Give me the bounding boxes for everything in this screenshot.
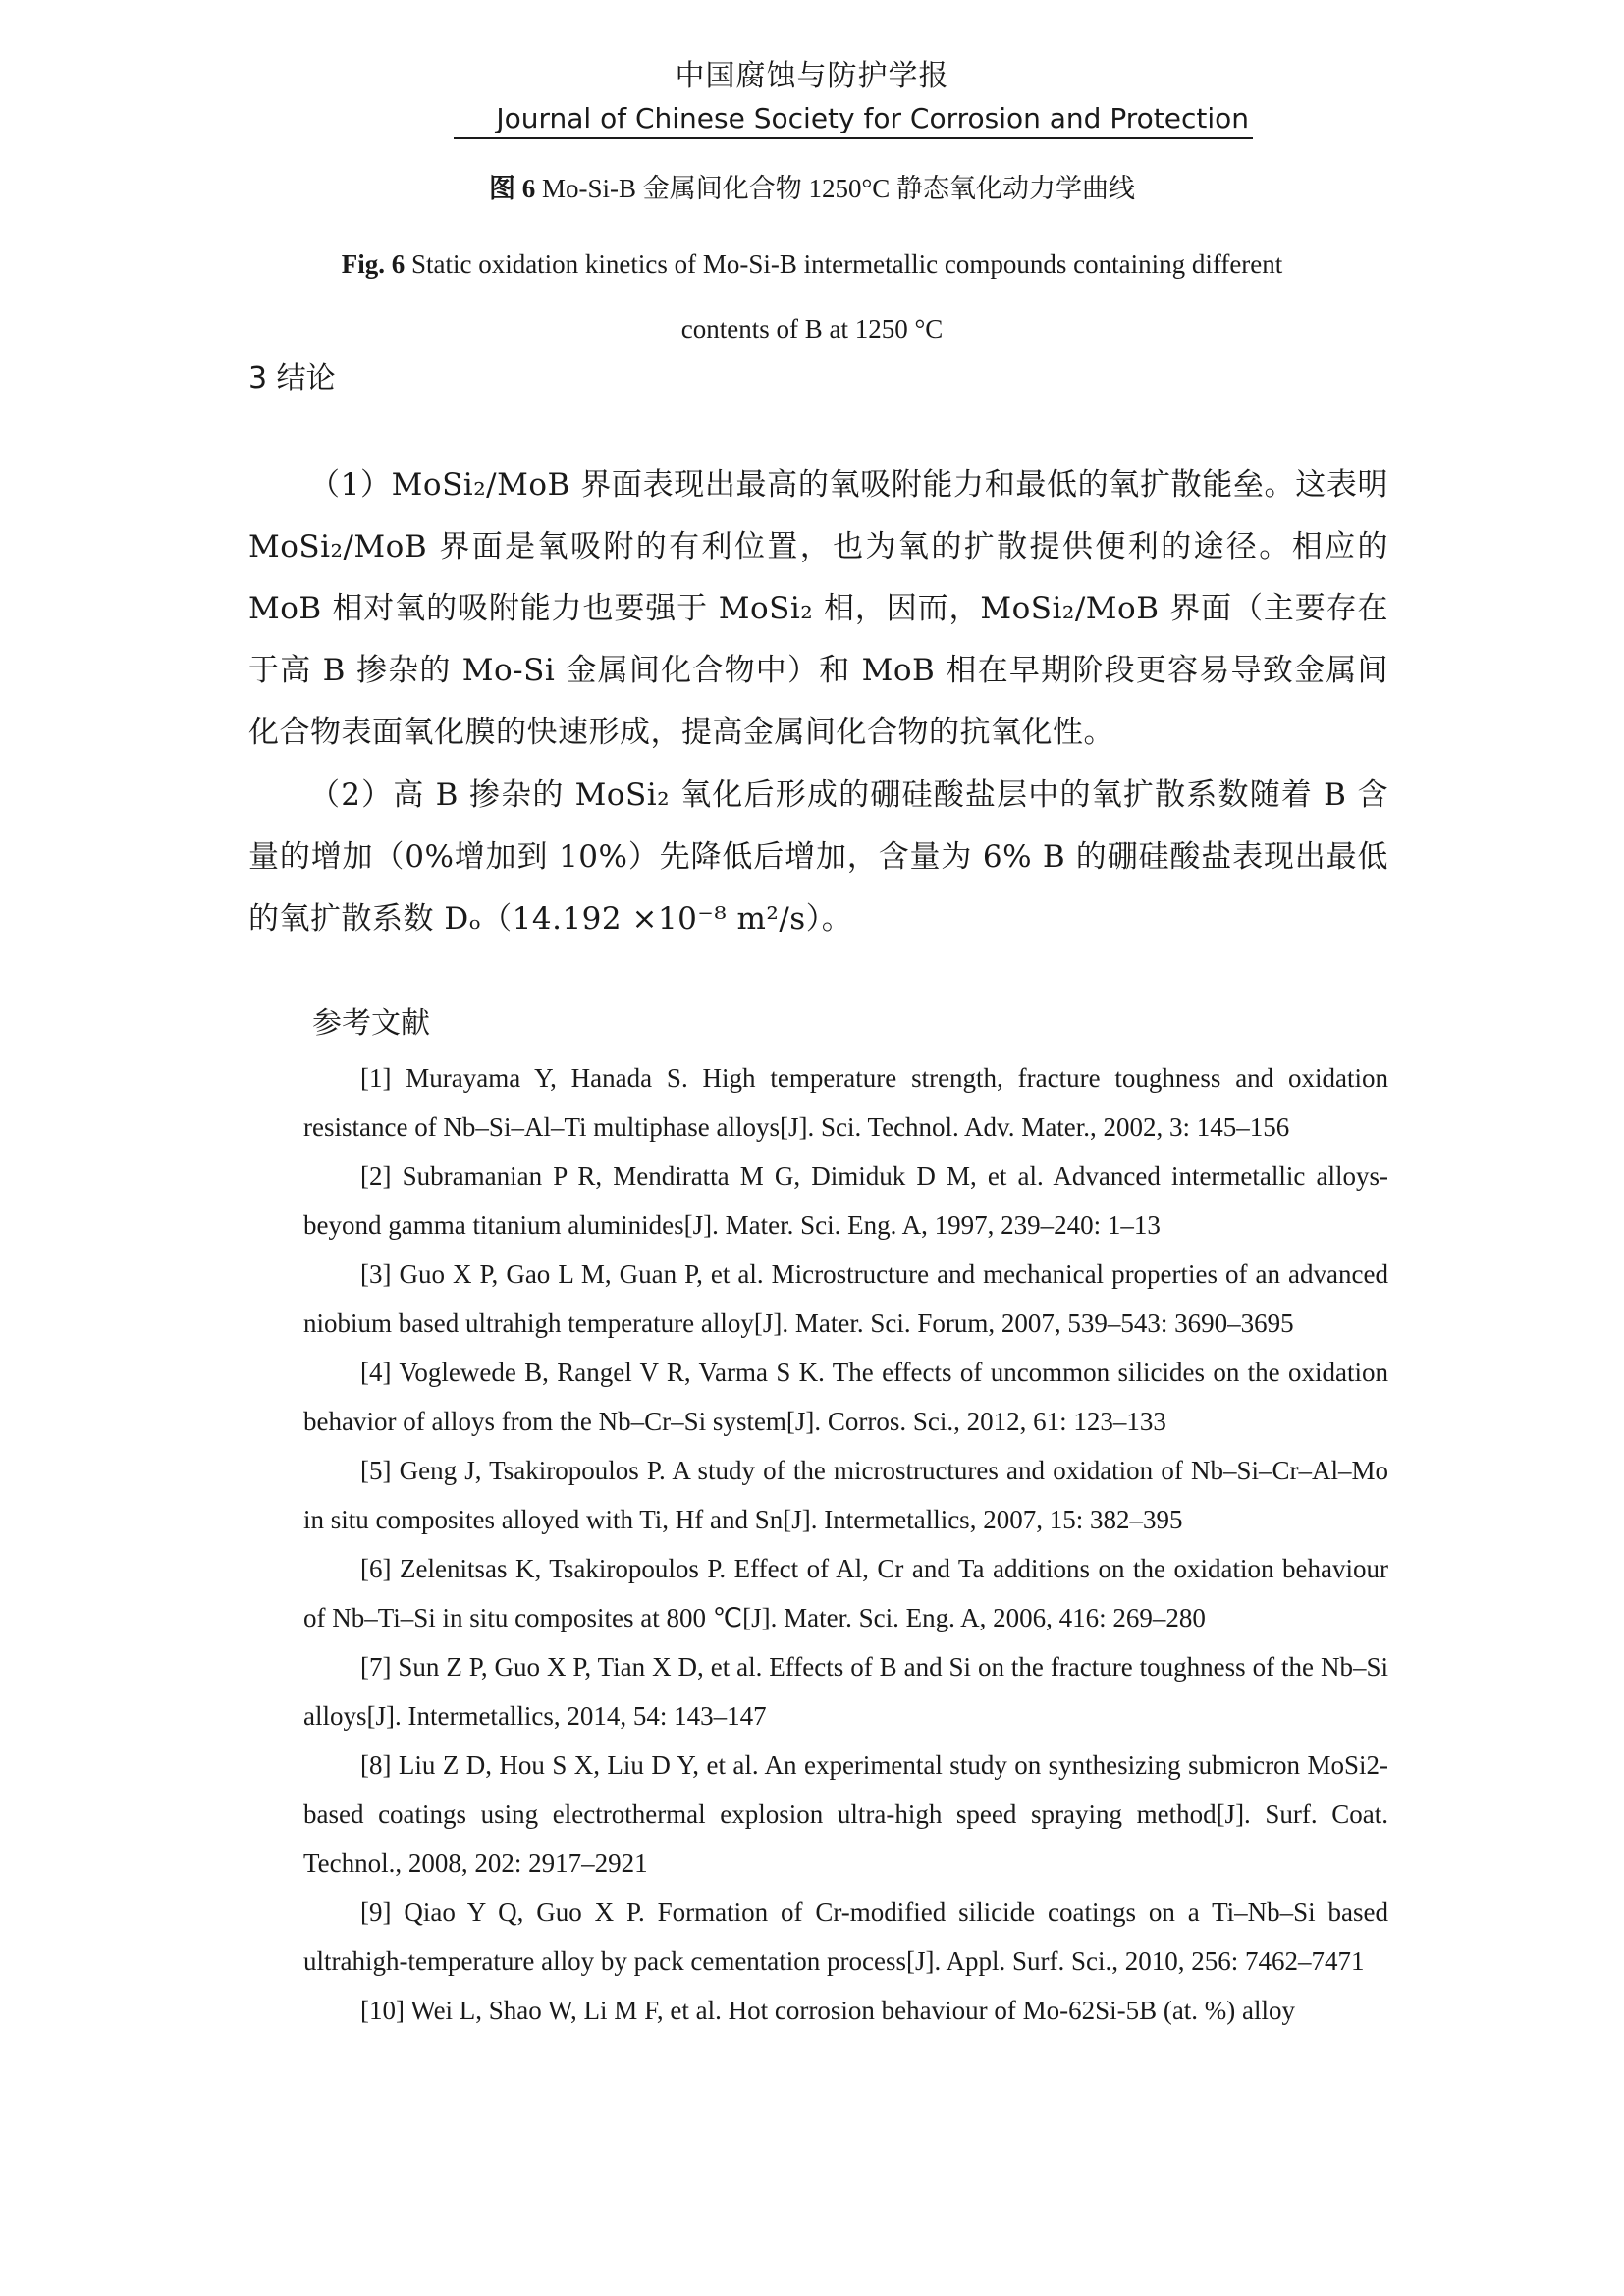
figure-text-cn: Mo-Si-B 金属间化合物 1250°C 静态氧化动力学曲线 [535, 174, 1136, 203]
reference-item: [10] Wei L, Shao W, Li M F, et al. Hot corrosion behaviour of Mo-62Si-5B (at. %) alloy [360, 1996, 1296, 2025]
figure-label-cn: 图 6 [488, 174, 536, 203]
figure-caption-cn [0, 171, 1624, 206]
figure-caption-en [295, 232, 1329, 361]
reference-item: [7] Sun Z P, Guo X P, Tian X D, et al. Effects of B and Si on the fracture toughness of the Nb–Si alloys[J]. Intermetallics, 2014, 54: 143–147 [303, 1652, 1388, 1731]
reference-item: [8] Liu Z D, Hou S X, Liu D Y, et al. An experimental study on synthesizing submicron MoSi2-based coatings using electrothermal explosion ultra-high speed spraying method[J]. Surf. Coat. Technol., 2008, 202: 2917–2921 [303, 1750, 1388, 1878]
reference-item: [2] Subramanian P R, Mendiratta M G, Dimiduk D M, et al. Advanced intermetallic alloys-beyond gamma titanium aluminides[J]. Mater. Sci. Eng. A, 1997, 239–240: 1–13 [303, 1161, 1388, 1240]
conclusion-paragraph-2: （2）高 B 掺杂的 MoSi₂ 氧化后形成的硼硅酸盐层中的氧扩散系数随着 B 含量的增加（0%增加到 10%）先降低后增加，含量为 6% B 的硼硅酸盐表现出最低的氧扩散系数 Dₒ（14.192 ×10⁻⁸ m²/s）。 [248, 777, 1388, 936]
figure-label-en: Fig. 6 [341, 249, 406, 279]
section-heading-conclusion: 3 结论 [248, 361, 336, 396]
reference-list [303, 1053, 1388, 2035]
reference-item: [9] Qiao Y Q, Guo X P. Formation of Cr-modified silicide coatings on a Ti–Nb–Si based ultrahigh-temperature alloy by pack cementation process[J]. Appl. Surf. Sci., 2010, 256: 7462–7471 [303, 1897, 1388, 1976]
journal-title-cn: 中国腐蚀与防护学报 [675, 59, 949, 93]
reference-item: [4] Voglewede B, Rangel V R, Varma S K. The effects of uncommon silicides on the oxidation behavior of alloys from the Nb–Cr–Si system[J]. Corros. Sci., 2012, 61: 123–133 [303, 1358, 1388, 1436]
reference-item: [6] Zelenitsas K, Tsakiropoulos P. Effect of Al, Cr and Ta additions on the oxidation behaviour of Nb–Ti–Si in situ composites at 800 ℃[J]. Mater. Sci. Eng. A, 2006, 416: 269–280 [303, 1554, 1388, 1632]
reference-item: [1] Murayama Y, Hanada S. High temperature strength, fracture toughness and oxidation resistance of Nb–Si–Al–Ti multiphase alloys[J]. Sci. Technol. Adv. Mater., 2002, 3: 145–156 [303, 1063, 1388, 1142]
conclusion-paragraph-1: （1）MoSi₂/MoB 界面表现出最高的氧吸附能力和最低的氧扩散能垒。这表明 MoSi₂/MoB 界面是氧吸附的有利位置，也为氧的扩散提供便利的途径。相应的 MoB 相对氧的吸附能力也要强于 MoSi₂ 相，因而，MoSi₂/MoB 界面（主要存在于高 B 掺杂的 Mo-Si 金属间化合物中）和 MoB 相在早期阶段更容易导致金属间化合物表面氧化膜的快速形成，提高金属间化合物的抗氧化性。 [248, 467, 1388, 750]
journal-title-en: Journal of Chinese Society for Corrosion and Protection [454, 100, 1253, 139]
references-heading: 参考文献 [312, 1006, 430, 1041]
figure-text-en: Static oxidation kinetics of Mo-Si-B intermetallic compounds containing different contents of B at 1250 °C [405, 249, 1283, 344]
reference-item: [3] Guo X P, Gao L M, Guan P, et al. Microstructure and mechanical properties of an advanced niobium based ultrahigh temperature alloy[J]. Mater. Sci. Forum, 2007, 539–543: 3690–3695 [303, 1259, 1388, 1338]
reference-item: [5] Geng J, Tsakiropoulos P. A study of the microstructures and oxidation of Nb–Si–Cr–Al–Mo in situ composites alloyed with Ti, Hf and Sn[J]. Intermetallics, 2007, 15: 382–395 [303, 1456, 1388, 1534]
